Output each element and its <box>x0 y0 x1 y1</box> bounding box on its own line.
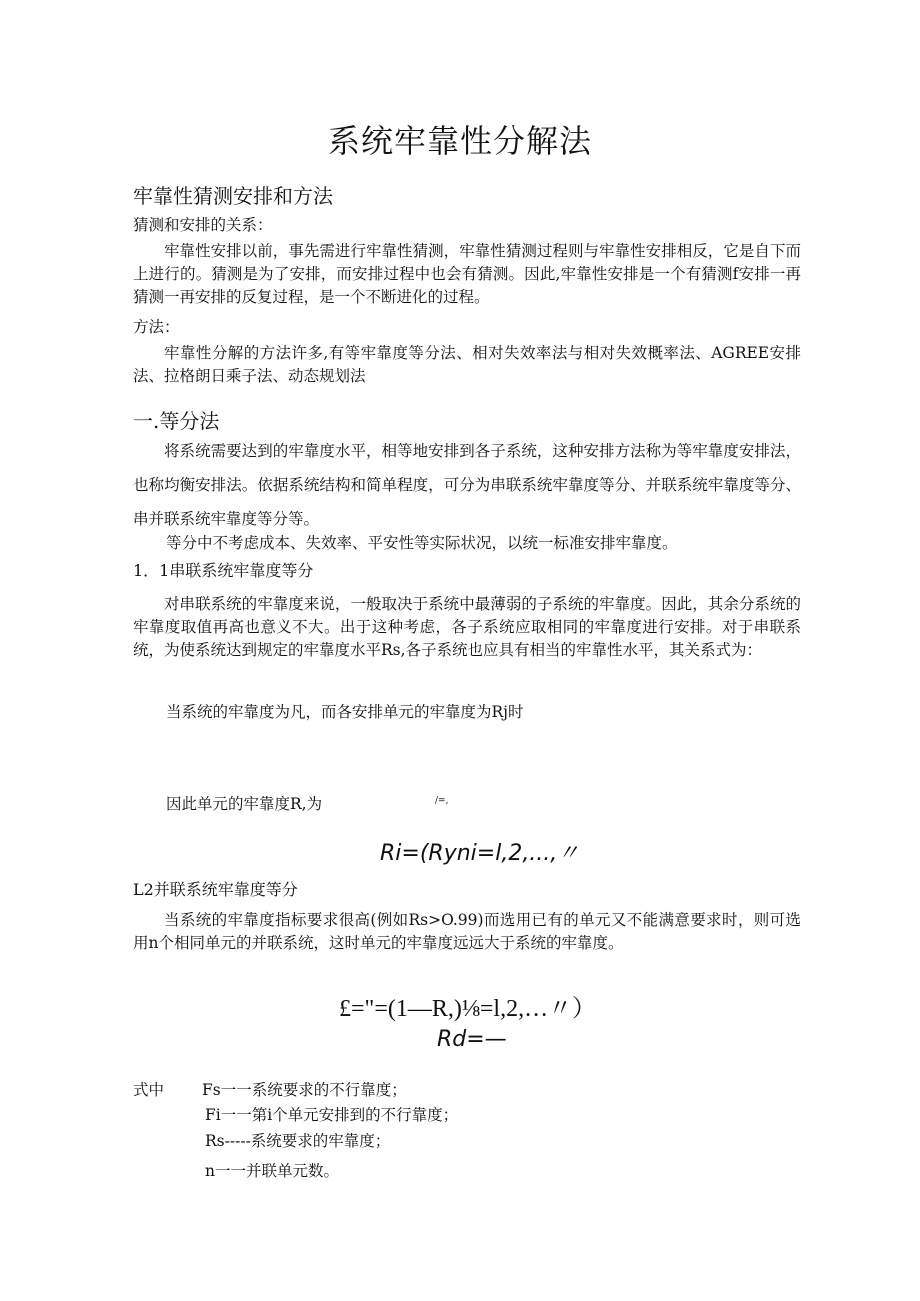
relation-label: 猜测和安排的关系： <box>133 216 273 234</box>
equal-paragraph-2: 等分中不考虑成本、失效率、平安性等实际状况，以统一标准安排牢靠度。 <box>166 534 678 552</box>
section-heading: 牢靠性猜测安排和方法 <box>133 184 333 208</box>
legend-label: 式中 <box>133 1081 165 1099</box>
series-small-mark: /=, <box>435 796 449 806</box>
series-line-2: 因此单元的牢靠度R,为 <box>166 795 323 813</box>
methods-paragraph: 牢靠性分解的方法许多,有等牢靠度等分法、相对失效率法与相对失效概率法、AGREE安排法、拉格朗日乘子法、动态规划法 <box>133 344 801 385</box>
equal-heading: 一.等分法 <box>133 409 220 433</box>
methods-label: 方法： <box>133 318 180 336</box>
relation-paragraph: 牢靠性安排以前，事先需进行牢靠性猜测，牢靠性猜测过程则与牢靠性安排相反，它是自下而上进行的。猜测是为了安排，而安排过程中也会有猜测。因此,牢靠性安排是一个有猜测f安排一再猜测一再安排的反复过程，是一个不断进化的过程。 <box>133 242 801 306</box>
series-line-1: 当系统的牢靠度为凡，而各安排单元的牢靠度为Rj时 <box>166 703 524 721</box>
series-formula: Ri=(Ryni=l,2,...,〃 <box>380 841 580 866</box>
parallel-paragraph: 当系统的牢靠度指标要求很高(例如Rs>O.99)而选用已有的单元又不能满意要求时，则可选用n个相同单元的并联系统，这时单元的牢靠度远远大于系统的牢靠度。 <box>133 911 801 952</box>
legend-item-n: n一一并联单元数。 <box>205 1162 339 1180</box>
series-heading: 1．1串联系统牢靠度等分 <box>133 561 314 580</box>
equal-paragraph-1: 将系统需要达到的牢靠度水平，相等地安排到各子系统，这种安排方法称为等牢靠度安排法，也称均衡安排法。依据系统结构和简单程度，可分为串联系统牢靠度等分、并联系统牢靠度等分、串并联系统牢靠度等分等。 <box>133 442 801 528</box>
legend-item-fs: Fs一一系统要求的不行靠度； <box>202 1081 407 1099</box>
parallel-formula-1: £="=(1—R,)⅛=l,2,…〃） <box>339 996 597 1022</box>
legend-item-fi: Fi一一第i个单元安排到的不行靠度； <box>205 1106 459 1124</box>
page-title: 系统牢靠性分解法 <box>327 122 592 160</box>
series-paragraph: 对串联系统的牢靠度来说，一般取决于系统中最薄弱的子系统的牢靠度。因此，其余分系统的牢靠度取值再高也意义不大。出于这种考虑，各子系统应取相同的牢靠度进行安排。对于串联系统，为使系统达到规定的牢靠度水平Rs,各子系统也应具有相当的牢靠性水平，其关系式为： <box>133 595 801 659</box>
parallel-formula-2: Rd=— <box>437 1027 507 1052</box>
parallel-heading: L2并联系统牢靠度等分 <box>133 880 298 899</box>
legend-item-rs: Rs-----系统要求的牢靠度； <box>205 1132 391 1150</box>
